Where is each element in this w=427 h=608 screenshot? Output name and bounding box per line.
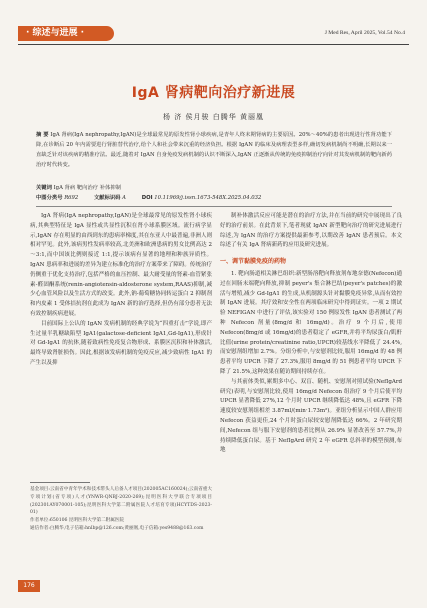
- doc-code-label: 文献标识码: [93, 195, 121, 201]
- body-paragraph: 制补体激活反应可能是潜在的治疗方法,并在当前的研究中展现出了良好的治疗前景。在此背景下,笔者现就 IgAN 新型靶向治疗的研究进展进行综述,为 IgAN 的治疗方案提供最新参考,以期改善 IgAN 患者预后。本文综述了有关 IgA 肾病新药的应用及研究进展。: [220, 213, 402, 249]
- keywords-label: 关键词: [36, 185, 52, 191]
- section-tag: · 综述与进展 ·: [18, 26, 114, 41]
- abstract: [36, 130, 392, 170]
- footnote-affiliation: 作者单位:650106 昆明医科大学第二附属医院: [30, 518, 125, 524]
- abstract-label: 摘 要: [36, 132, 49, 138]
- body-paragraph: 1. 靶向肠道相关淋巴组织:新型肠溶靶向释放剂布地奈德(Nefecon)通过在回肠末端靶向释放,抑制 peyer's 集合淋巴结(peyer's patches)的激活与增殖,减少 Gd-IgA1 的生成,从机制源头针对黏膜免疫异常,从而有效控制 IgAN 进展。其疗效和安全性在两项临床研究中得到证实。一项 2 期试验 NEFIGAN 中进行了评估,该实验对 150 例原发性 IgAN 患者测试了两种 Nefecon 剂量(8mg/d 和 16mg/d)。治疗 9 个月后,使用 Nefecon(8mg/d 或 16mg/d)的患者稳定了 eGFR,并将平均尿蛋白/肌酐比值(urine protein/creatinine ratio,UPCR)较基线水平降低了 24.4%,而安慰剂组增加 2.7%。分组分析中,与安慰剂比较,服用 16mg/d 的 48 例患者平均 UPCR 下降了 27.3%,服用 8mg/d 的 51 例患者平均 UPCR 下降了 21.5%,这种效果在随访期间持续存在。: [220, 270, 402, 375]
- body-paragraph: IgA 肾病(IgA nephropathy,IgAN)是全球最常见的原发性肾小球疾病,其典型特征是 IgA 显性或共显性沉积在肾小球系膜区域。流行病学显示,IgAN 存在明显的由西到东的患病率梯度,其在东亚人中最普遍,非洲人则相对罕见。此外,该病男性发病率较高,北美洲和欧洲患病的男女比例高达 2～3:1,而中国该比例则接近 1:1,提示该病有显著的地理和种族异质性。IgAN 患病率和进展的差异为建立标准化的治疗方案带来了障碍。传统治疗仍侧重于优化支持治疗,包括严格的血压控制、最大耐受量的肾素-血管紧张素-醛固酮系统(renin-angiotensin-aldosterone system,RAAS)抑制,减少心血管风险以及生活方式的改变。此外,钠-葡萄糖协同转运蛋白 2 抑制剂和内皮素 1 受体拮抗剂在此成为 IgAN 新的治疗选择,但仍有部分患者无法有效控制疾病进展。: [30, 213, 212, 317]
- body-paragraph: 目前国际上公认的 IgAN 发病机制的经典学说为“四重打击”学说,即产生过量半乳糖缺陷型 IgA1(galactose-deficient IgA1,Gd-IgA1),形成针对 Gd-IgA1 的抗体,随着致病性免疫复合物形成、系膜区沉积和补体激活,最终导致肾脏损伤。因此,根据该发病机制的免疫反应,减少致病性 IgA1 的产生以及抑: [30, 320, 212, 366]
- footnote-funding: 基金项目:云南省中青年学术和技术带头人后备人才项目(202005AC160024);云南省重大专项计划(省专项)人才(YNWR-QNBJ-2020-269);昆明医科大学联合专项项目(202301AY070001-105);昆明医科大学第二附属医院人才培育专项(HCYTDS-2023-01): [30, 487, 212, 516]
- journal-info: J Med Res, April 2025, Vol.54 No.4: [324, 30, 405, 36]
- classification-line: [36, 193, 392, 203]
- footnote-correspondence: 通信作者:白腾华,电子信箱:hnlbp@126.com;黄丽凰,电子信箱:yes9488@163.com: [30, 525, 204, 531]
- doi-value: 10.11969/j.issn.1673-548X.2025.04.032: [154, 195, 262, 201]
- doc-code-value: A: [122, 195, 126, 201]
- abstract-text: IgA 肾病(IgA nephropathy,IgAN)是全球最常见的原发性肾小球疾病,是青年人终末期肾病的主要原因。20%～40%的患者出现进行性肾功能下降,在诊断后 20 年内需要进行肾脏替代治疗,给个人和社会带来沉重的经济负担。根据 IgAN 的临床及病理表型多样,确切发病机制尚不明确,长期以来一直缺乏针对该疾病的精准疗法。最近,随着对 IgAN 自身免疫发病机制的认识不断深入,IgAN 正逐渐从传统的免疫抑制治疗向针对其发病机制的靶向新药治疗时代转变。: [36, 132, 392, 168]
- footnotes: [30, 486, 212, 533]
- doi-label: DOI: [141, 195, 153, 201]
- article-title: IgA 肾病靶向治疗新进展: [131, 85, 296, 101]
- clc-value: R692: [64, 195, 79, 201]
- keywords-text: IgA 肾病 靶向治疗 补体抑制: [53, 185, 121, 191]
- body-column-left: [30, 212, 212, 369]
- body-paragraph: 与其前体类似,累期多中心、双盲、随机、安慰剂对照试验(NefIgArd 研究)表明,与安慰剂比较,使用 16mg/d Nefecon 组治疗 9 个月后使平均 UPCR 显著降低 27%,12 个月时 UPCR 继续降低达 48%,且 eGFR 下降速度较安慰剂组相差 3.87ml/(min·1.73m²)。亚组分析显示中国人群应用 Nefecon 获益更佳,24 个月时蛋白尿较安慰剂降低达 66%。2 年研究期间,Nefecon 组与服下安慰剂的患者比例从 26.9% 显著改善至 57.7%,并持续降低蛋白尿。基于 NefIgArd 研究 2 年 eGFR 总斜率的模型预测,布地: [220, 378, 402, 454]
- meta-divider: [36, 206, 392, 207]
- clc-label: 中图分类号: [36, 195, 63, 201]
- footnote-divider: [30, 482, 90, 483]
- page-number: 176: [18, 580, 40, 592]
- body-column-right: [220, 212, 402, 456]
- keywords: [36, 183, 392, 193]
- header-divider: [18, 44, 409, 45]
- section-heading: 一、调节黏膜免疫的药物: [220, 258, 287, 266]
- article-authors: 杨 济 侯月骏 白腾华 黄丽凰: [163, 113, 264, 121]
